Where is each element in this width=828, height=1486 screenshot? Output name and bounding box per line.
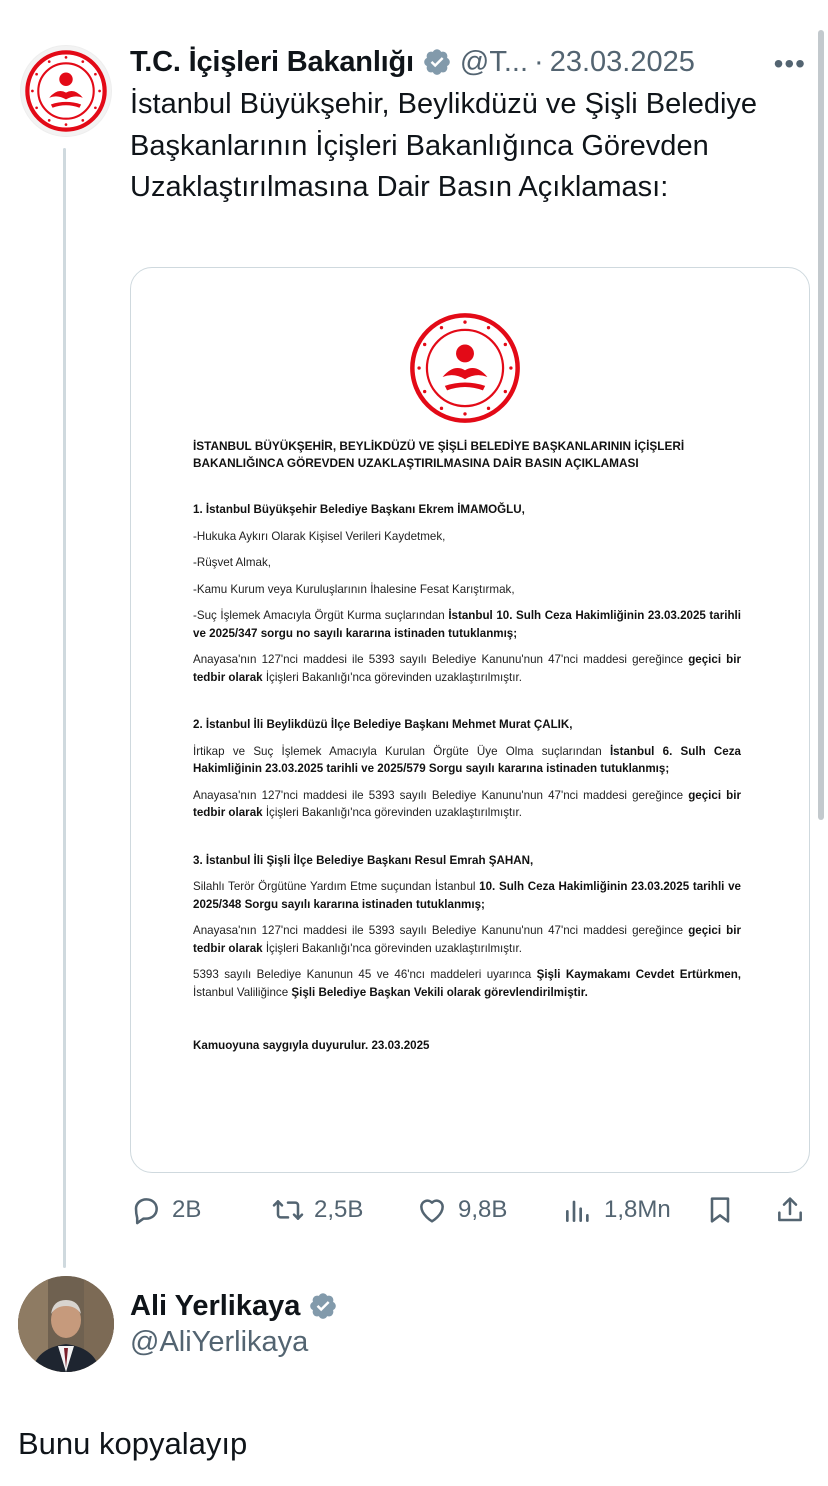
legal-tail: İçişleri Bakanlığı'nca görevinden uzaklaştırılmıştır. (265, 670, 522, 684)
post-date[interactable]: 23.03.2025 (549, 45, 695, 78)
reply-icon (130, 1194, 162, 1226)
verified-badge-icon[interactable] (422, 47, 452, 77)
share-icon (774, 1194, 806, 1226)
share-button[interactable] (774, 1188, 806, 1232)
reply-author-name[interactable]: Ali Yerlikaya (130, 1289, 301, 1322)
views-icon (562, 1194, 594, 1226)
section-3-heading: 3. İstanbul İli Şişli İlçe Belediye Başkanı Resul Emrah ŞAHAN, (193, 853, 534, 867)
scrollbar[interactable] (818, 30, 824, 820)
post-actions-bar (130, 1188, 810, 1232)
section-3-legal (193, 922, 741, 957)
profile-photo (18, 1276, 114, 1372)
appointment-text: 5393 sayılı Belediye Kanunun 45 ve 46'ncı maddeleri uyarınca (193, 968, 532, 981)
section-1-item: -Kamu Kurum veya Kuruluşlarının İhalesine Fesat Karıştırmak, (193, 582, 515, 596)
section-2-heading: 2. İstanbul İli Beylikdüzü İlçe Belediye Başkanı Mehmet Murat ÇALIK, (193, 718, 573, 731)
section-1-heading: 1. İstanbul Büyükşehir Belediye Başkanı Ekrem İMAMOĞLU, (193, 503, 525, 516)
appointment-text-2: İstanbul Valiliğince (193, 985, 289, 999)
like-count: 9,8B (458, 1196, 508, 1223)
post-text: İstanbul Büyükşehir, Beylikdüzü ve Şişli Belediye Başkanlarının İçişleri Bakanlığınca Görevden Uzaklaştırılmasına Dair Basın Açıklaması: (130, 88, 758, 203)
legal-tail: İçişleri Bakanlığı'nca görevinden uzaklaştırılmıştır. (265, 941, 522, 955)
document-body (193, 438, 741, 1055)
document-closing: Kamuoyuna saygıyla duyurulur. 23.03.2025 (193, 1039, 430, 1052)
legal-text: Anayasa'nın 127'nci maddesi ile 5393 sayılı Belediye Kanunu'nun 47'nci maddesi gereğince (193, 653, 684, 666)
reply-header (130, 1286, 338, 1326)
section-3-text: Silahlı Terör Örgütüne Yardım Etme suçundan İstanbul (193, 880, 476, 893)
section-2-body (193, 743, 741, 778)
reply-text: Bunu kopyalayıp (18, 1426, 248, 1461)
thread-connector-line (63, 148, 66, 1268)
bookmark-button[interactable] (704, 1188, 736, 1232)
bookmark-icon (704, 1194, 736, 1226)
reply-author-handle[interactable]: @AliYerlikaya (130, 1326, 309, 1358)
views-count: 1,8Mn (604, 1196, 671, 1223)
like-button[interactable] (416, 1188, 507, 1232)
avatar-ali-yerlikaya[interactable] (18, 1276, 114, 1372)
section-2-legal (193, 787, 741, 822)
like-icon (416, 1194, 448, 1226)
more-icon[interactable]: ••• (773, 48, 806, 79)
section-3-bold: 10. Sulh Ceza Hakimliğinin 23.03.2025 tarihli ve 2025/348 Sorgu sayılı kararına istinaden tutuklanmış; (193, 880, 741, 911)
avatar-ministry-seal[interactable] (20, 45, 112, 137)
repost-button[interactable] (272, 1188, 363, 1232)
legal-bold: geçici bir tedbir olarak (193, 788, 741, 819)
author-name[interactable]: T.C. İçişleri Bakanlığı (130, 45, 414, 78)
section-2-text: İrtikap ve Suç İşlemek Amacıyla Kurulan Örgüte Üye Olma suçlarından (193, 744, 602, 758)
section-3-appointment (193, 966, 741, 1001)
author-handle[interactable]: @T... (459, 45, 529, 78)
separator-dot: · (534, 45, 544, 78)
legal-bold: geçici bir tedbir olarak (193, 924, 741, 955)
section-1-item: -Hukuka Aykırı Olarak Kişisel Verileri Kaydetmek, (193, 529, 446, 543)
section-1-item-4 (193, 607, 741, 642)
attached-document-image[interactable] (130, 267, 810, 1173)
document-title: İSTANBUL BÜYÜKŞEHİR, BEYLİKDÜZÜ VE ŞİŞLİ BELEDİYE BAŞKANLARININ İÇİŞLERİ BAKANLIĞINCA GÖREVDEN UZAKLAŞTIRILMASINA DAİR BASIN AÇIKLAMASI (193, 439, 685, 470)
repost-count: 2,5B (314, 1196, 364, 1223)
legal-tail: İçişleri Bakanlığı'nca görevinden uzaklaştırılmıştır. (265, 806, 522, 819)
appointment-bold-role: Şişli Belediye Başkan Vekili olarak görevlendirilmiştir. (291, 985, 588, 999)
section-2-bold: İstanbul 6. Sulh Ceza Hakimliğinin 23.03.2025 tarihli ve 2025/579 Sorgu sayılı kararına istinaden tutuklanmış; (193, 744, 741, 775)
reply-button[interactable] (130, 1188, 201, 1232)
post-header (130, 42, 808, 82)
ministry-seal-logo (24, 49, 108, 133)
section-1-item: -Rüşvet Almak, (193, 556, 271, 569)
legal-text: Anayasa'nın 127'nci maddesi ile 5393 sayılı Belediye Kanunu'nun 47'nci maddesi gereğince (193, 788, 684, 802)
legal-text: Anayasa'nın 127'nci maddesi ile 5393 sayılı Belediye Kanunu'nun 47'nci maddesi gereğince (193, 924, 684, 937)
repost-icon (272, 1194, 304, 1226)
views-button[interactable] (562, 1188, 671, 1232)
section-3-body (193, 878, 741, 913)
reply-count: 2B (172, 1196, 202, 1223)
section-1-item-4-bold: İstanbul 10. Sulh Ceza Hakimliğinin 23.03.2025 tarihli ve 2025/347 sorgu no sayılı kararına istinaden tutuklanmış; (193, 609, 741, 640)
section-1-legal (193, 651, 741, 686)
document-seal-logo (409, 312, 521, 424)
section-1-item-4-text: -Suç İşlemek Amacıyla Örgüt Kurma suçlarından (193, 609, 445, 622)
legal-bold: geçici bir tedbir olarak (193, 653, 741, 684)
verified-badge-icon[interactable] (308, 1291, 338, 1321)
appointment-bold-name: Şişli Kaymakamı Cevdet Ertürkmen, (536, 968, 741, 981)
